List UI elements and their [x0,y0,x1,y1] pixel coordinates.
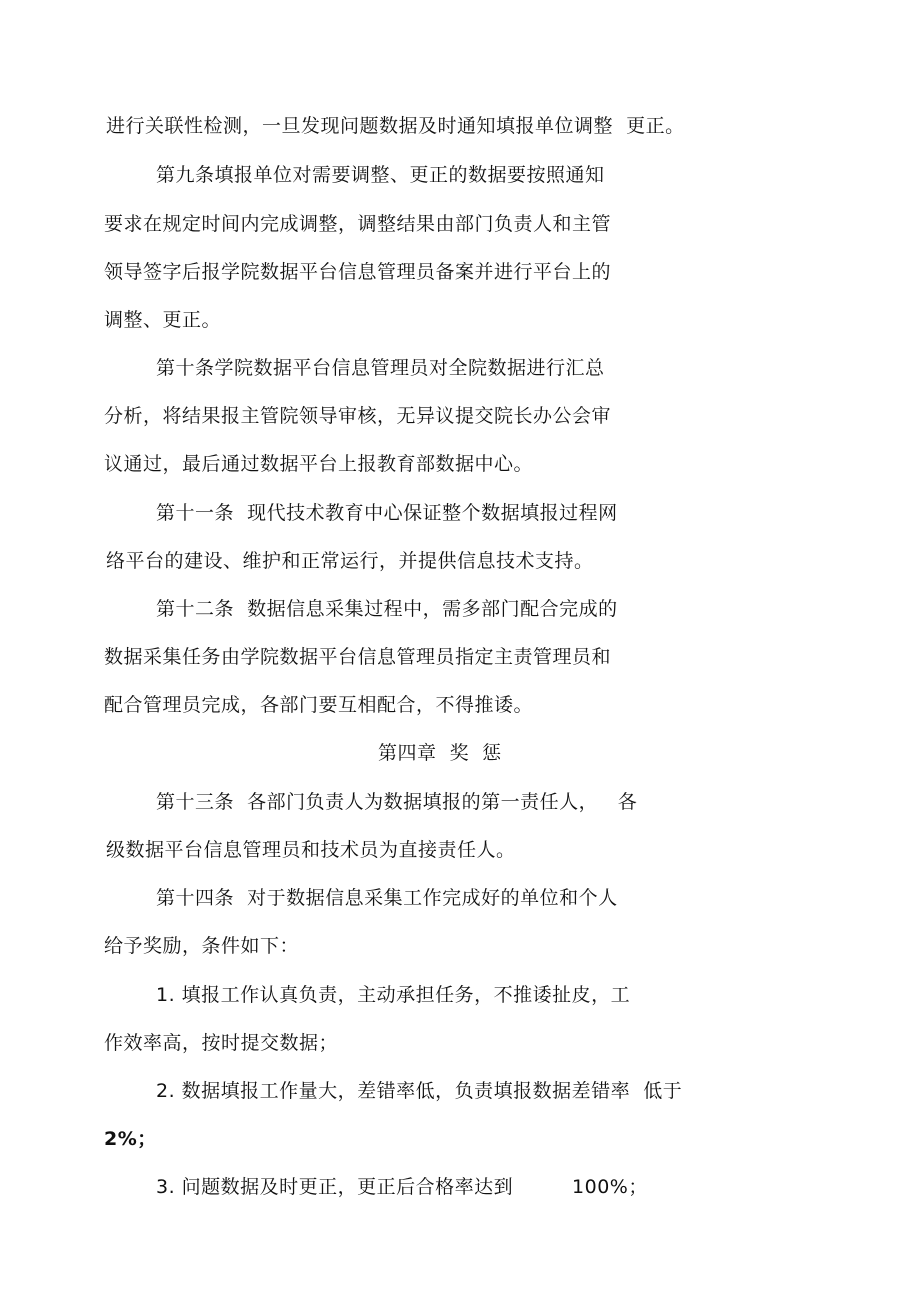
text-line-12: 数据采集任务由学院数据平台信息管理员指定主责管理员和 [104,646,612,668]
text-line-5: 调整、更正。 [104,309,222,331]
article-12-start: 第十二条 数据信息采集过程中，需多部门配合完成的 [156,598,618,620]
list-item-1: 1. 填报工作认真负责，主动承担任务，不推诿扯皮，工 [156,984,631,1006]
text-line-20: 作效率高，按时提交数据； [104,1032,339,1054]
article-14-start: 第十四条 对于数据信息采集工作完成好的单位和个人 [156,887,618,909]
list-item-2: 2. 数据填报工作量大，差错率低，负责填报数据差错率 低于 [156,1080,683,1102]
text-line-4: 领导签字后报学院数据平台信息管理员备案并进行平台上的 [104,261,612,283]
article-10-start: 第十条学院数据平台信息管理员对全院数据进行汇总 [156,357,605,379]
text-line-13: 配合管理员完成，各部门要互相配合，不得推诿。 [104,694,534,716]
article-13-start: 第十三条 各部门负责人为数据填报的第一责任人， 各 [156,791,638,813]
chapter-heading: 第四章 奖 惩 [378,742,502,764]
text-line-7: 分析，将结果报主管院领导审核，无异议提交院长办公会审 [104,405,612,427]
article-9-start: 第九条填报单位对需要调整、更正的数据要按照通知 [156,164,605,186]
text-line-10: 络平台的建设、维护和正常运行，并提供信息技术支持。 [106,550,594,572]
text-line-16: 级数据平台信息管理员和技术员为直接责任人。 [106,839,516,861]
article-11-start: 第十一条 现代技术教育中心保证整个数据填报过程网 [156,502,618,524]
text-line-3: 要求在规定时间内完成调整，调整结果由部门负责人和主管 [104,213,612,235]
list-item-3: 3. 问题数据及时更正，更正后合格率达到 100%； [156,1176,648,1198]
text-line-22: 2%； [104,1128,157,1150]
text-line-8: 议通过，最后通过数据平台上报教育部数据中心。 [104,453,534,475]
text-line-18: 给予奖励，条件如下： [104,935,300,957]
text-line-1: 进行关联性检测，一旦发现问题数据及时通知填报单位调整 更正。 [106,115,685,137]
